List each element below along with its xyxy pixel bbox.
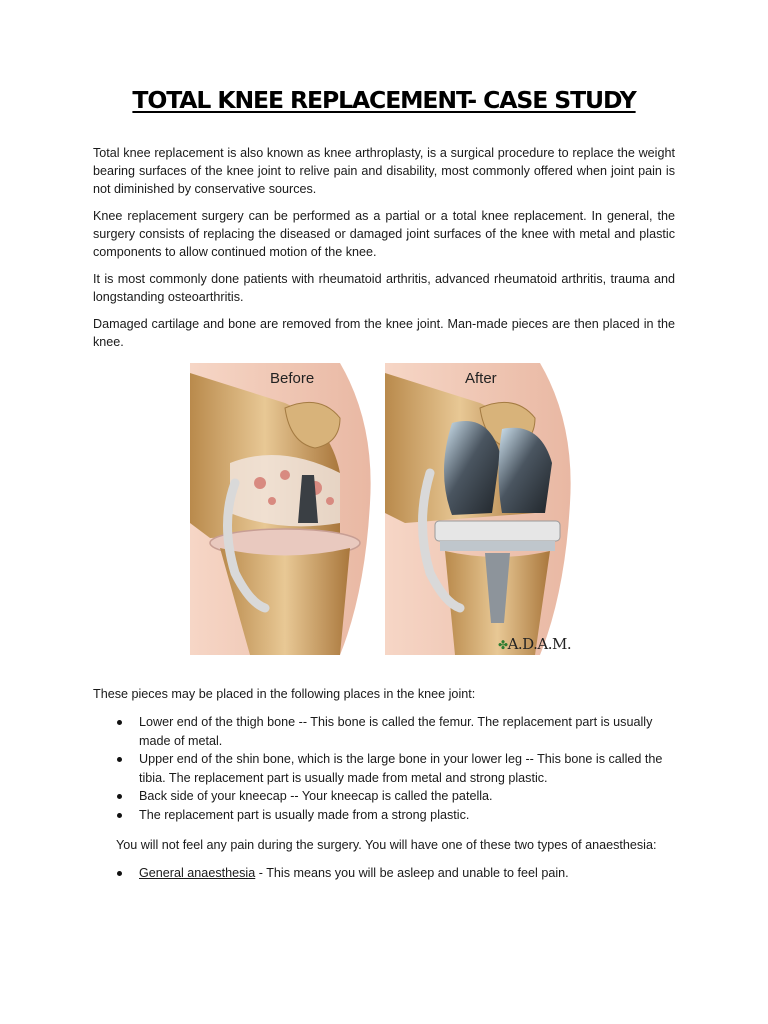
list-item xyxy=(139,864,675,883)
knee-before-after-illustration xyxy=(190,363,582,655)
after-label: After xyxy=(465,370,497,387)
adam-logo xyxy=(498,635,571,653)
document-page xyxy=(93,86,675,883)
places-list xyxy=(93,713,675,824)
intro-paragraph-4: Damaged cartilage and bone are removed from the knee joint. Man-made pieces are then placed in the knee. xyxy=(93,317,675,349)
intro-paragraph-1: Total knee replacement is also known as knee arthroplasty, is a surgical procedure to replace the weight bearing surfaces of the knee joint to relive pain and disability, most commonly offered when joint pain is not diminished by conservative sources. xyxy=(93,146,675,196)
image-credit: A.D.A.M. xyxy=(507,635,572,653)
leaf-icon: ✤ xyxy=(498,638,508,652)
list-item: Lower end of the thigh bone -- This bone is called the femur. The replacement part is usually made of metal. xyxy=(139,713,675,750)
places-intro: These pieces may be placed in the following places in the knee joint: xyxy=(93,687,476,701)
before-knee xyxy=(190,363,371,655)
knee-illustration-graphic xyxy=(190,363,582,655)
after-knee xyxy=(385,363,571,655)
list-item: Upper end of the shin bone, which is the large bone in your lower leg -- This bone is called the tibia. The replacement part is usually made from metal and strong plastic. xyxy=(139,750,675,787)
intro-paragraph-2: Knee replacement surgery can be performed as a partial or a total knee replacement. In general, the surgery consists of replacing the diseased or damaged joint surfaces of the knee with metal and plastic components to allow continued motion of the knee. xyxy=(93,209,675,259)
anaesthesia-intro: You will not feel any pain during the surgery. You will have one of these two types of anaesthesia: xyxy=(116,838,657,852)
list-item: The replacement part is usually made from a strong plastic. xyxy=(139,806,675,825)
anaesthesia-list xyxy=(93,864,675,883)
document-title: TOTAL KNEE REPLACEMENT- CASE STUDY xyxy=(132,86,636,114)
before-label: Before xyxy=(270,370,315,387)
anaesthesia-description: - This means you will be asleep and unable to feel pain. xyxy=(255,866,569,880)
intro-paragraph-3: It is most commonly done patients with rheumatoid arthritis, advanced rheumatoid arthritis, trauma and longstanding osteoarthritis. xyxy=(93,272,675,304)
list-item: Back side of your kneecap -- Your kneecap is called the patella. xyxy=(139,787,675,806)
anaesthesia-term: General anaesthesia xyxy=(139,866,256,880)
